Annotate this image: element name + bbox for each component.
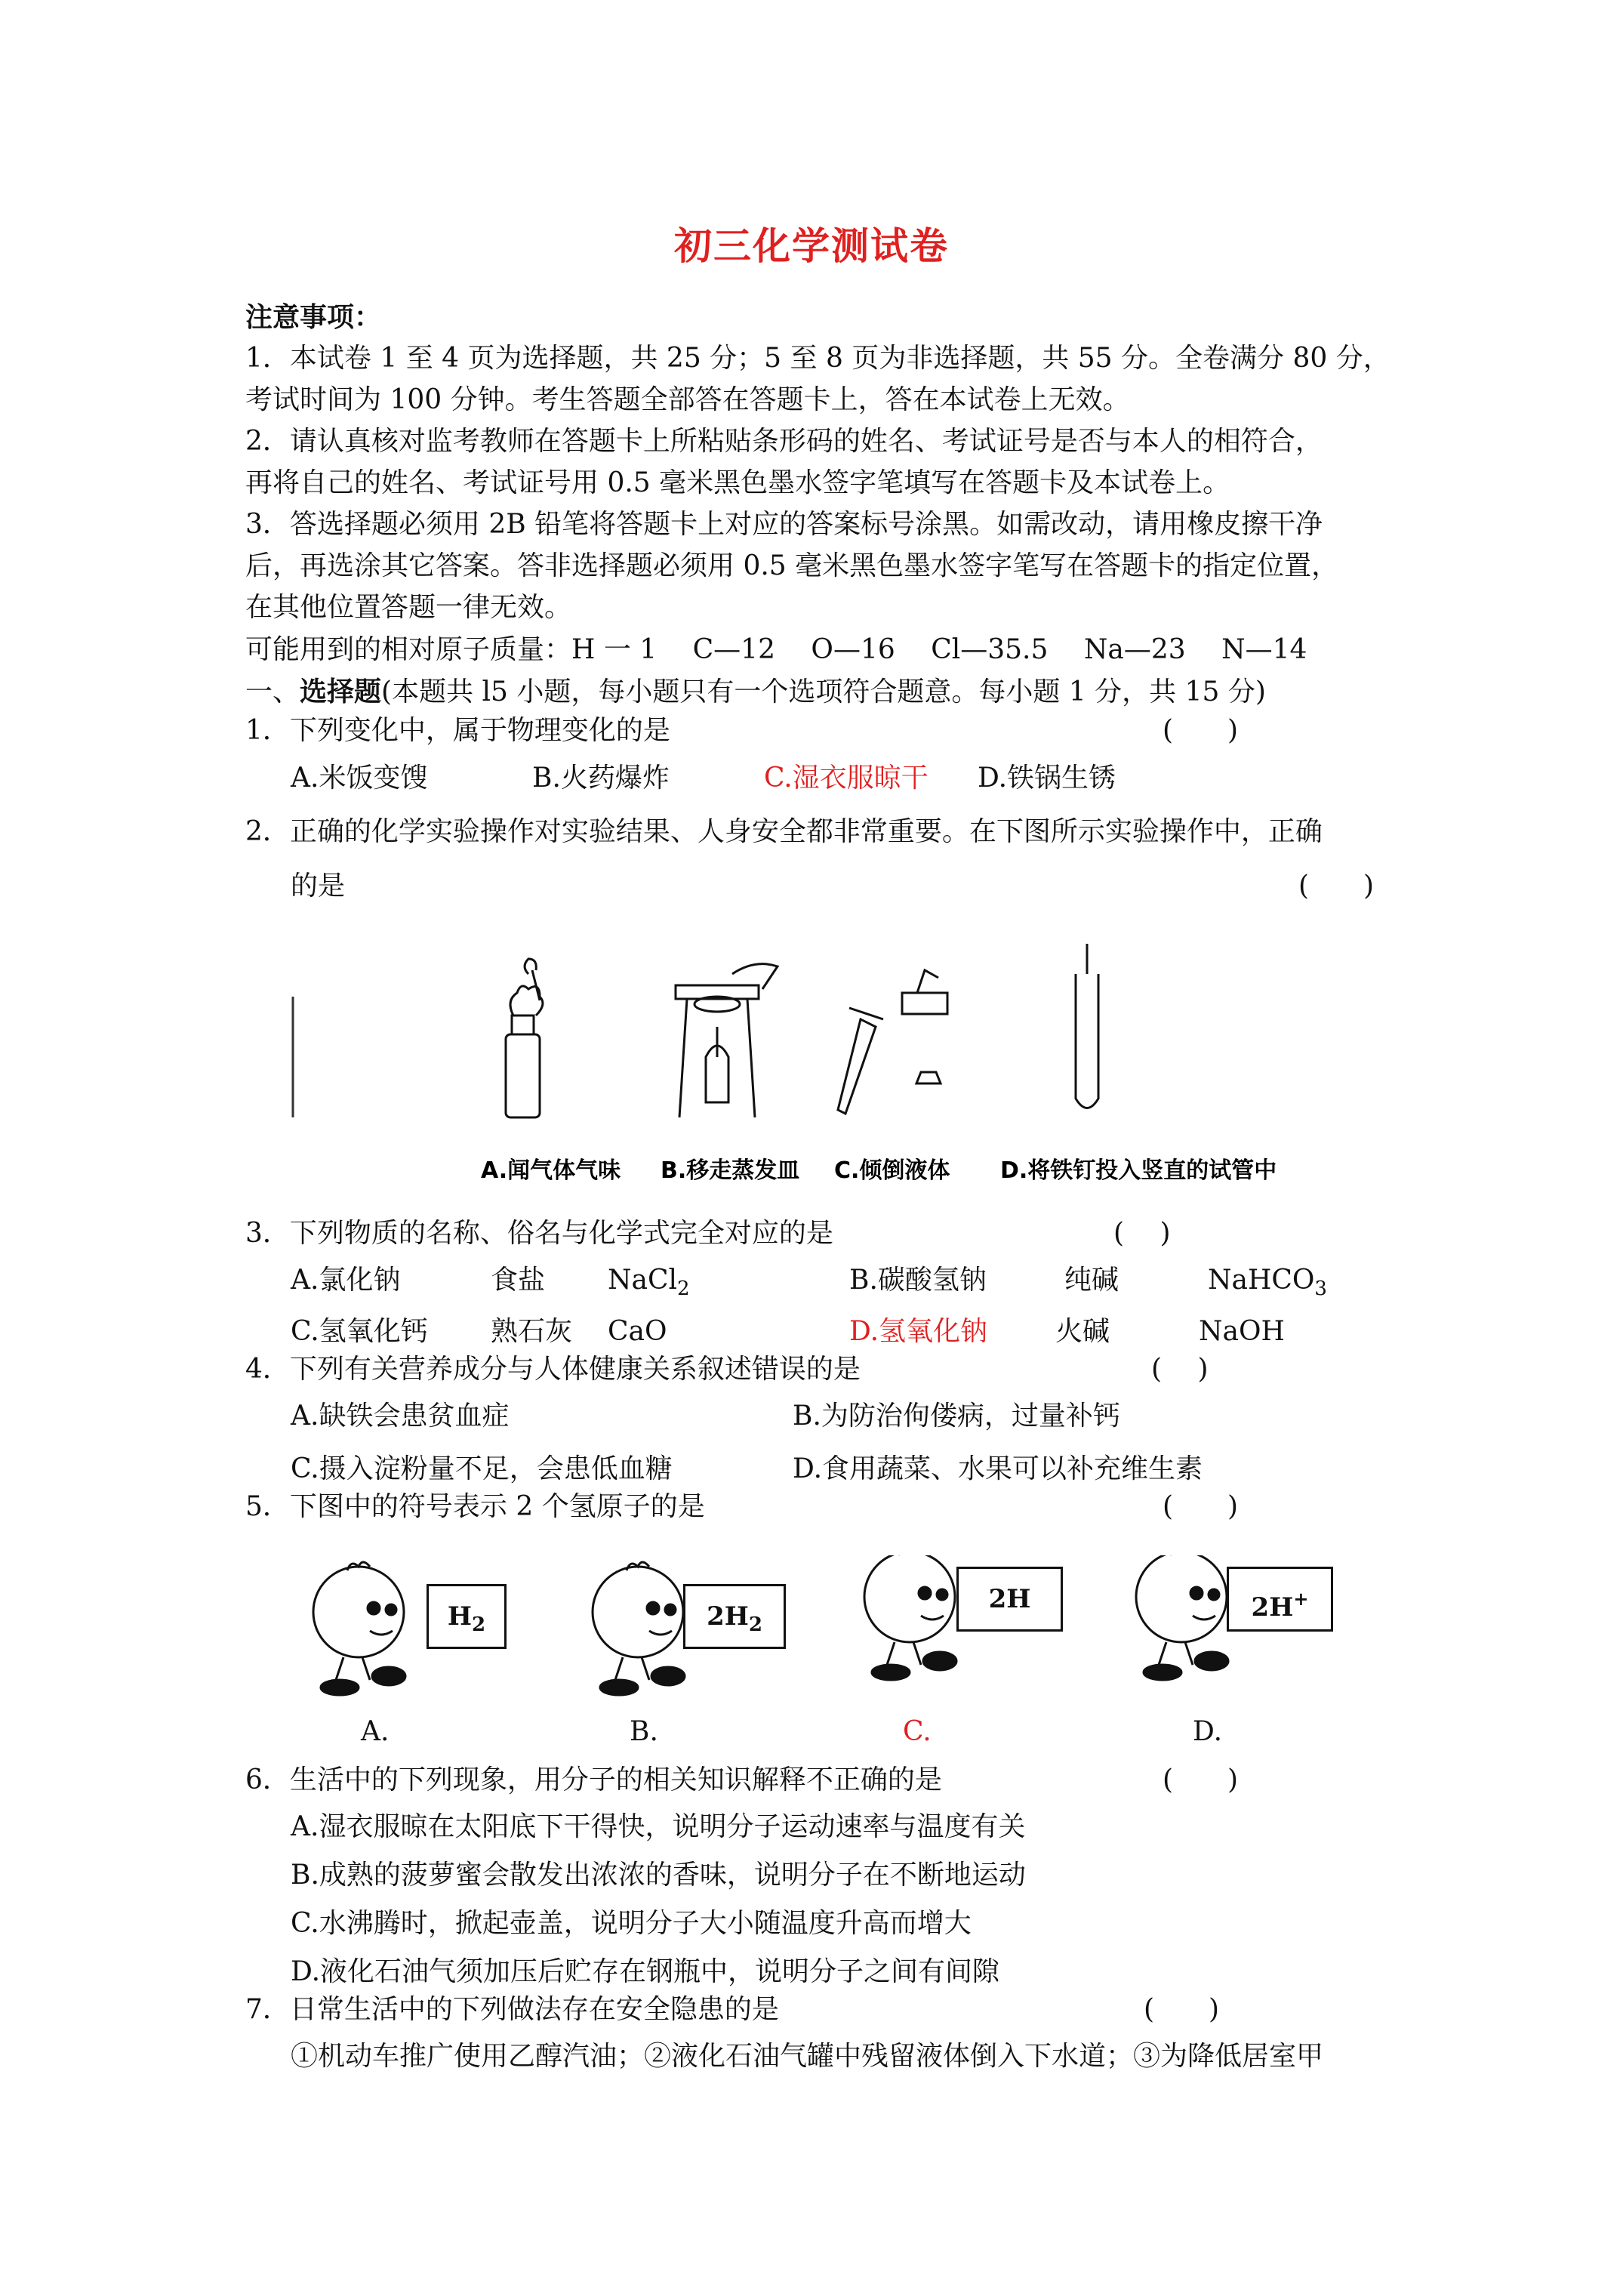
- q3-b-common: 纯碱: [1064, 1265, 1119, 1296]
- symbol-box-c: 2H: [956, 1567, 1063, 1632]
- q1-option-a: A.米饭变馊: [291, 763, 428, 794]
- section-prefix: 一、: [245, 676, 300, 707]
- symbol-box-d: 2H+: [1227, 1567, 1333, 1632]
- q3-c-name: C.氢氧化钙: [291, 1316, 428, 1347]
- q2-figure: [287, 929, 1336, 1200]
- q5-label-b: B.: [630, 1716, 658, 1747]
- notice-line: 2．请认真核对监考教师在答题卡上所粘贴条形码的姓名、考试证号是否与本人的相符合，: [245, 426, 1323, 457]
- gas-bottle-icon: [506, 959, 543, 1117]
- answer-blank: ( ): [1151, 1354, 1209, 1385]
- q3-b-formula: NaHCO$_3$: [1208, 1265, 1327, 1300]
- test-tube-icon: [1076, 944, 1098, 1108]
- cartoon-ball-icon: [1136, 1555, 1228, 1680]
- cartoon-ball-icon: [313, 1562, 405, 1695]
- q5-label-c: C.: [903, 1716, 932, 1747]
- symbol-box-a: $H_2$: [427, 1584, 507, 1649]
- answer-blank: ( ): [1144, 1994, 1220, 2025]
- evaporating-stand-icon: [676, 964, 778, 1117]
- notice-line: 在其他位置答题一律无效。: [245, 592, 572, 623]
- q6-option-c: C.水沸腾时，掀起壶盖，说明分子大小随温度升高而增大: [291, 1908, 972, 1939]
- notice-line: 考试时间为 100 分钟。考生答题全部答在答题卡上，答在本试卷上无效。: [245, 384, 1130, 415]
- q3-stem: 3．下列物质的名称、俗名与化学式完全对应的是: [245, 1218, 833, 1249]
- q2-caption-b: B.移走蒸发皿: [661, 1157, 800, 1184]
- q4-option-d: D.食用蔬菜、水果可以补充维生素: [793, 1453, 1203, 1484]
- page-title: 初三化学测试卷: [674, 223, 949, 268]
- q1-option-c: C.湿衣服晾干: [764, 763, 929, 794]
- notice-line: 再将自己的姓名、考试证号用 0.5 毫米黑色墨水签字笔填写在答题卡及本试卷上。: [245, 467, 1230, 498]
- q3-b-name: B.碳酸氢钠: [849, 1265, 987, 1296]
- q4-option-a: A.缺铁会患贫血症: [291, 1401, 510, 1432]
- answer-blank: ( ): [1113, 1218, 1171, 1249]
- q4-option-c: C.摄入淀粉量不足，会患低血糖: [291, 1453, 673, 1484]
- q3-c-formula: CaO: [608, 1316, 667, 1347]
- lab-operations-illustration: [287, 929, 1336, 1200]
- q3-a-common: 食盐: [491, 1265, 546, 1296]
- cartoon-ball-icon: [593, 1562, 685, 1695]
- section-heading: [245, 670, 1266, 713]
- q3-a-formula: NaCl$_2$: [608, 1265, 690, 1300]
- answer-blank: ( ): [1163, 715, 1239, 746]
- notice-line: 3．答选择题必须用 2B 铅笔将答题卡上对应的答案标号涂黑。如需改动，请用橡皮擦干净: [245, 509, 1323, 540]
- q6-option-a: A.湿衣服晾在太阳底下干得快，说明分子运动速率与温度有关: [291, 1811, 1026, 1842]
- q1-option-b: B.火药爆炸: [532, 763, 670, 794]
- notice-heading: 注意事项：: [245, 301, 382, 333]
- q5-label-d: D.: [1193, 1716, 1223, 1747]
- symbol-box-b: $2H_2$: [683, 1584, 786, 1649]
- q3-c-common: 熟石灰: [491, 1316, 573, 1347]
- q6-option-b: B.成熟的菠萝蜜会散发出浓浓的香味，说明分子在不断地运动: [291, 1860, 1026, 1891]
- q5-label-a: A.: [361, 1716, 390, 1747]
- q4-option-b: B.为防治佝偻病，过量补钙: [793, 1401, 1120, 1432]
- q1-stem: 1．下列变化中，属于物理变化的是: [245, 715, 670, 746]
- atomic-mass-line: 可能用到的相对原子质量：H 一 1 C—12 O—16 Cl—35.5 Na—23 N—14: [245, 634, 1307, 665]
- answer-blank: ( ): [1163, 1491, 1239, 1522]
- q6-option-d: D.液化石油气须加压后贮存在钢瓶中，说明分子之间有间隙: [291, 1956, 1000, 1987]
- section-label: 选择题: [300, 676, 382, 707]
- q3-d-formula: NaOH: [1199, 1316, 1285, 1347]
- answer-blank: ( ): [1298, 871, 1375, 901]
- pouring-liquid-icon: [838, 970, 947, 1114]
- notice-line: 1．本试卷 1 至 4 页为选择题，共 25 分；5 至 8 页为非选择题，共 55 分。全卷满分 80 分，: [245, 343, 1390, 374]
- notice-line: 后，再选涂其它答案。答非选择题必须用 0.5 毫米黑色墨水签字笔写在答题卡的指定位置，: [245, 550, 1339, 581]
- q3-a-name: A.氯化钠: [291, 1265, 401, 1296]
- q2-caption-a: A.闻气体气味: [481, 1157, 621, 1184]
- q2-stem-cont: 的是: [291, 871, 346, 901]
- answer-blank: ( ): [1163, 1764, 1239, 1795]
- q3-d-name: D.氢氧化钠: [849, 1316, 988, 1347]
- section-desc: (本题共 l5 小题，每小题只有一个选项符合题意。每小题 1 分，共 15 分): [381, 676, 1266, 707]
- q7-stem: 7．日常生活中的下列做法存在安全隐患的是: [245, 1994, 779, 2025]
- q2-caption-c: C.倾倒液体: [834, 1157, 950, 1184]
- cartoon-ball-icon: [864, 1555, 956, 1680]
- q6-stem: 6．生活中的下列现象，用分子的相关知识解释不正确的是: [245, 1764, 942, 1795]
- q1-option-d: D.铁锅生锈: [978, 763, 1116, 794]
- q7-line: ①机动车推广使用乙醇汽油；②液化石油气罐中残留液体倒入下水道；③为降低居室甲: [291, 2041, 1324, 2072]
- q2-caption-d: D.将铁钉投入竖直的试管中: [1000, 1157, 1277, 1184]
- q5-stem: 5．下图中的符号表示 2 个氢原子的是: [245, 1491, 705, 1522]
- q4-stem: 4．下列有关营养成分与人体健康关系叙述错误的是: [245, 1354, 861, 1385]
- q2-stem: 2．正确的化学实验操作对实验结果、人身安全都非常重要。在下图所示实验操作中，正确: [245, 816, 1323, 847]
- q3-d-common: 火碱: [1055, 1316, 1110, 1347]
